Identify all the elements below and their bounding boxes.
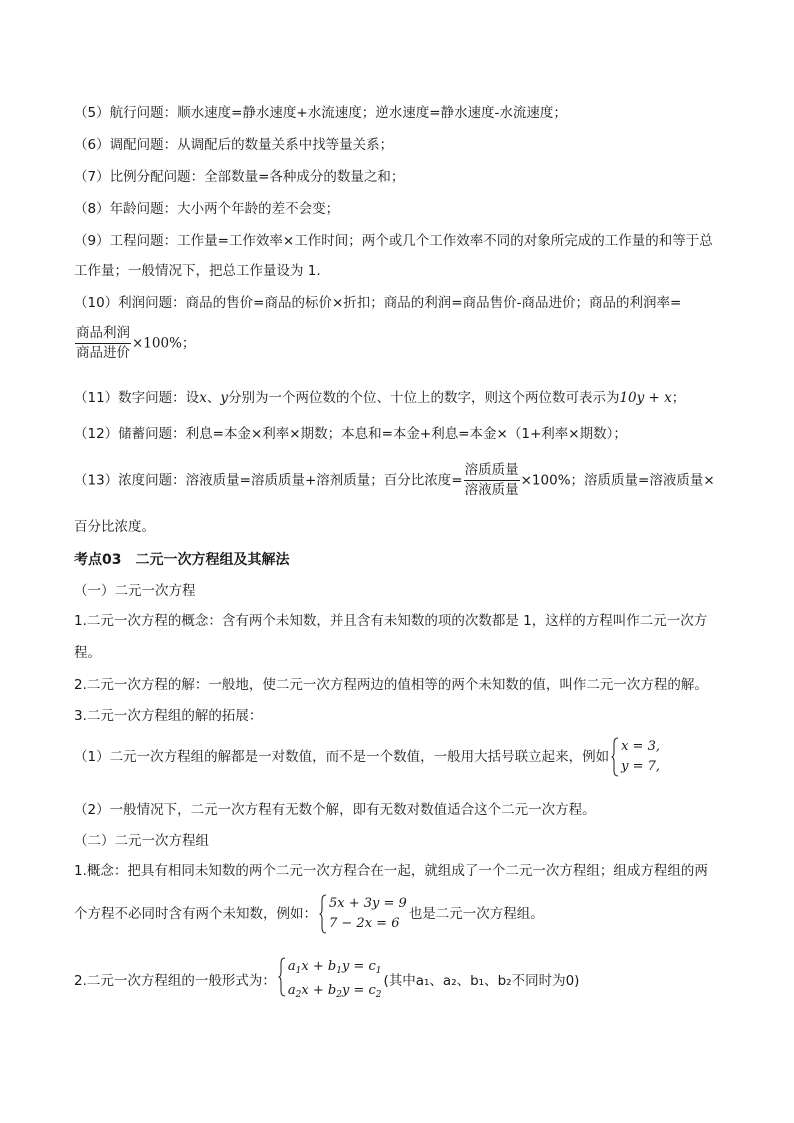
- item-7-proportion: （7）比例分配问题：全部数量=各种成分的数量之和；: [74, 169, 405, 185]
- example-system: [611, 737, 660, 777]
- item-11-prefix: （11）数字问题：设: [74, 390, 200, 406]
- brace-icon: [611, 737, 619, 777]
- item-11-separator: 、: [206, 390, 221, 406]
- concept-line2: [74, 894, 544, 934]
- fraction-denominator: 商品进价: [76, 345, 130, 361]
- system-row-2: 7 − 2x = 6: [329, 916, 400, 931]
- concept-line1: 1.概念：把具有相同未知数的两个二元一次方程合在一起，就组成了一个二元一次方程组；组成方程组的两: [74, 863, 708, 879]
- brace-icon: [278, 957, 286, 997]
- extension-item-1-text: （1）二元一次方程组的解都是一对数值，而不是一个数值，一般用大括号联立起来，例如: [74, 749, 610, 765]
- general-form-condition: (其中a₁、a₂、b₁、b₂不同时为0): [383, 973, 580, 989]
- item-11-middle: 分别为一个两位数的个位、十位上的数字，则这个两位数可表示为: [227, 390, 620, 406]
- item-11-digit: [74, 389, 685, 407]
- item-13-tail: ×100%；溶质质量=溶液质量×: [520, 472, 715, 489]
- item-6-allocation: （6）调配问题：从调配后的数量关系中找等量关系；: [74, 137, 394, 153]
- general-form-prefix: 2.二元一次方程组的一般形式为：: [74, 973, 276, 989]
- concept-line2-prefix: 个方程不必同时含有两个未知数，例如：: [74, 906, 317, 922]
- fraction-tail: ×100%；: [132, 335, 196, 352]
- fraction-numerator: 商品利润: [75, 325, 131, 344]
- extension-item-2: （2）一般情况下，二元一次方程有无数个解，即有无数对数值适合这个二元一次方程。: [74, 802, 596, 818]
- general-row-1: $a_1x + b_1y = c_1$: [287, 959, 382, 976]
- item-10-profit-line1: （10）利润问题：商品的售价=商品的标价×折扣；商品的利润=商品售价-商品进价；商品的利润率=: [74, 295, 682, 311]
- item-11-end: ；: [671, 390, 686, 406]
- system-row-1: x = 3,: [621, 739, 660, 754]
- concept-line2-suffix: 也是二元一次方程组。: [408, 906, 544, 922]
- var-y: y: [220, 390, 228, 406]
- extension-title: 3.二元一次方程组的解的拓展：: [74, 708, 263, 724]
- item-13-line2: 百分比浓度。: [74, 519, 155, 535]
- subsection-1-title: （一）二元一次方程: [74, 583, 196, 599]
- definition-line2: 程。: [74, 645, 101, 661]
- general-row-2: $a_2x + b_2y = c_2$: [287, 983, 382, 1000]
- two-digit-expression: 10y + x: [619, 390, 672, 406]
- fraction-denominator: 溶液质量: [464, 482, 519, 498]
- item-9-engineering-line2: 工作量；一般情况下，把总工作量设为 1.: [74, 263, 321, 279]
- section-heading: 考点03 二元一次方程组及其解法: [74, 552, 290, 568]
- extension-item-1: [74, 737, 662, 777]
- fraction-numerator: 溶质质量: [464, 462, 520, 481]
- general-form-line: [74, 957, 579, 1005]
- item-13-prefix: （13）浓度问题：溶液质量=溶质质量+溶剂质量；百分比浓度=: [74, 472, 463, 489]
- system-row-2: y = 7,: [621, 759, 660, 774]
- example-system-2: [319, 894, 407, 934]
- item-12-savings: （12）储蓄问题：利息=本金×利率×期数；本息和=本金+利息=本金×（1+利率×期数）；: [74, 426, 627, 442]
- item-8-age: （8）年龄问题：大小两个年龄的差不会变；: [74, 201, 340, 217]
- item-13-concentration: [74, 462, 715, 499]
- brace-icon: [319, 894, 327, 934]
- definition-line1: 1.二元一次方程的概念：含有两个未知数，并且含有未知数的项的次数都是 1，这样的方程叫作二元一次方: [74, 613, 708, 629]
- general-form-system: [278, 957, 382, 1005]
- item-5-navigation: （5）航行问题：顺水速度=静水速度+水流速度；逆水速度=静水速度-水流速度；: [74, 105, 567, 121]
- var-x: x: [199, 390, 207, 406]
- item-10-profit-formula: [74, 325, 195, 362]
- system-row-1: 5x + 3y = 9: [329, 896, 407, 911]
- profit-rate-fraction: [75, 325, 131, 362]
- item-9-engineering-line1: （9）工程问题：工作量=工作效率×工作时间；两个或几个工作效率不同的对象所完成的工作量的和等于总: [74, 233, 713, 249]
- concentration-fraction: [464, 462, 520, 499]
- subsection-2-title: （二）二元一次方程组: [74, 833, 209, 849]
- solution-paragraph: 2.二元一次方程的解：一般地，使二元一次方程两边的值相等的两个未知数的值，叫作二元一次方程的解。: [74, 677, 708, 693]
